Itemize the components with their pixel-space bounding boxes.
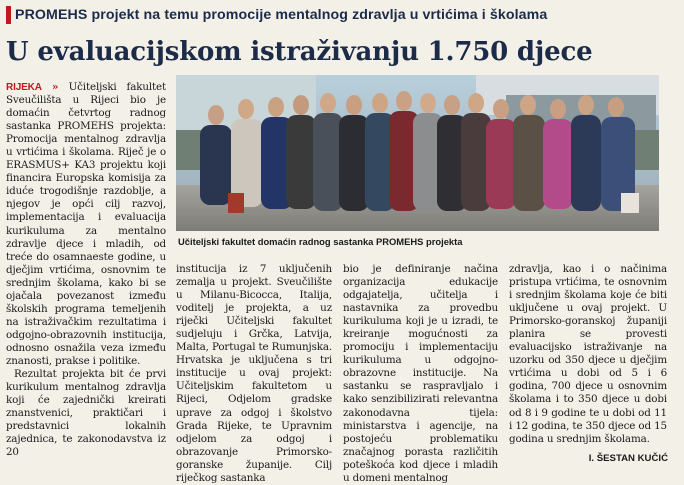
article-photo	[176, 75, 659, 231]
text-column-4: zdravlja, kao i o načinima pristupa vrtićima, te osnovnim i srednjim školama koje će biti uključene u ovaj projekt. U Primorsko-goranskoj županiji planira se provesti evaluacijsko istraživanje na uzorku od 350 djece u dječjim vrtićima u dobi od 5 i 6 godina, 700 djece u osnovnim školama i to 350 djece u dobi od 8 i 9 godine te u dobi od 11 i 12 godina, te 350 djece od 15 godina u srednjim školama.	[509, 263, 667, 445]
article-kicker	[6, 2, 678, 28]
photo-caption: Učiteljski fakultet domaćin radnog sastanka PROMEHS projekta	[178, 236, 463, 247]
group-photo-illustration	[176, 75, 659, 231]
kicker-bar	[6, 6, 11, 24]
dateline: RIJEKA	[6, 82, 42, 93]
text-column-2: institucija iz 7 uključenih zemalja u projekt. Sveučilište u Milanu-Bicocca, Italija, voditelj je projekta, a uz riječki Učiteljski fakultet sudjeluju i Grčka, Latvija, Malta, Portugal te Rumunjska. Hrvatska je uključena s tri institucije u ovaj projekt: Učiteljskim fakultetom u Rijeci, Odjelom gradske uprave za odgoj i školstvo Grada Rijeke, te Upravnim odjelom za odgoj i obrazovanje Primorsko-goranske županije. Cilj riječkog sastanka	[176, 263, 332, 484]
column-1-paragraph-1: Učiteljski fakultet Sveučilišta u Rijeci bio je domaćin četvrtog radnog sastanka PROMEHS projekta: Promocija mentalnog zdravlja u vrtićima i školama. Riječ je o ERASMUS+ KA3 projektu koji financira Europska komisija za iduće trogodišnje razdoblje, a njegov je opći cilj razvoj, implementacija i evaluacija kurikuluma za mentalno zdravlje djece i mladih, od treće do osamnaeste godine, u dječjim vrtićima, osnovnim te srednjim školama, kako bi se ojačala povezanost između školskih programa temeljenih na istraživačkim rezultatima i odgojno-obrazovnih institucija, odnosno osnažila veza između znanosti, prakse i politike.	[6, 81, 166, 367]
kicker-text: PROMEHS projekt na temu promocije mentalnog zdravlja u vrtićima i školama	[15, 7, 548, 23]
text-column-3: bio je definiranje načina organizacija edukacije odgajatelja, učitelja i nastavnika za provedbu kurikuluma koji je u izradi, te kreiranje mogućnosti za promociju i implementaciju kurikuluma u odgojno-obrazovne institucije. Na sastanku se raspravljalo i kako senzibilizirati relevantna zakonodavna tijela: ministarstva i agencije, na postojeću problematiku značajnog porasta različitih poteškoća kod djece i mladih u domeni mentalnog	[343, 263, 498, 484]
dateline-arrow-icon: »	[41, 81, 69, 93]
text-column-1	[6, 81, 166, 471]
author-byline: I. ŠESTAN KUČIĆ	[588, 453, 668, 464]
column-1-paragraph-2: Rezultat projekta bit će prvi kurikulum mentalnog zdravlja koji će zajednički kreirati znanstvenici, praktičari i predstavnici lokalnih zajednica, te zakonodavstva iz 20	[6, 368, 166, 459]
article-headline: U evaluacijskom istraživanju 1.750 djece	[6, 37, 593, 67]
